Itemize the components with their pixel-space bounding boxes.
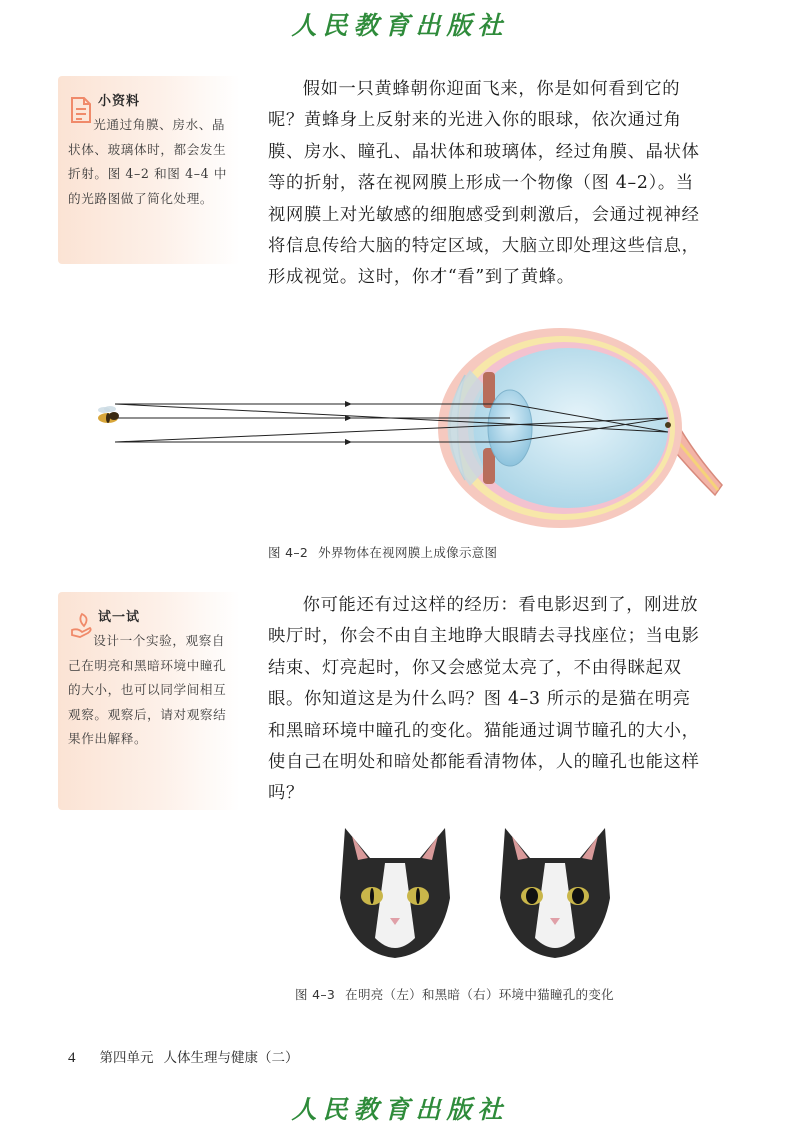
publisher-mark-top: 人民教育出版社 bbox=[291, 11, 509, 40]
sidebar-note-try bbox=[58, 592, 240, 810]
lens bbox=[488, 390, 532, 466]
sidebar-note-title: 小资料 bbox=[98, 94, 141, 109]
body-paragraph-wasp-vision: 假如一只黄蜂朝你迎面飞来，你是如何看到它的呢？黄蜂身上反射来的光进入你的眼球，依次通过角膜、房水、瞳孔、晶状体和玻璃体，经过角膜、晶状体等的折射，落在视网膜上形成一个物像（图 4–2）。当视网膜上对光敏感的细胞感受到刺激后，会通过视神经将信息传给大脑的特定区域，大脑立即处理这些信息，形成视觉。这时，你才“看”到了黄蜂。 bbox=[268, 79, 700, 288]
sidebar-note-text: 光通过角膜、房水、晶状体、玻璃体时，都会发生折射。图 4–2 和图 4–4 中的光路图做了简化处理。 bbox=[68, 117, 228, 206]
cat-dark bbox=[500, 828, 610, 958]
page-number: 4 bbox=[68, 1050, 76, 1066]
wasp-icon bbox=[98, 406, 119, 423]
pupil-wide bbox=[526, 888, 538, 904]
hand-leaf-icon bbox=[70, 612, 94, 638]
body-paragraph-pupil: 你可能还有过这样的经历：看电影迟到了，刚进放映厅时，你会不由自主地睁大眼睛去寻找座位；当电影结束、灯亮起时，你又会感觉太亮了，不由得眯起双眼。你知道这是为什么吗？图 4–3 所示的是猫在明亮和黑暗环境中瞳孔的变化。猫能通过调节瞳孔的大小，使自己在明处和暗处都能看清物体，人的瞳孔也能这样吗？ bbox=[268, 595, 700, 804]
figure-caption bbox=[295, 985, 614, 1003]
figure-number: 图 4–2 bbox=[268, 545, 309, 560]
cat-bright bbox=[340, 828, 450, 958]
document-icon bbox=[70, 96, 92, 124]
figure-caption-text: 在明亮（左）和黑暗（右）环境中猫瞳孔的变化 bbox=[345, 987, 614, 1002]
sidebar-note-info bbox=[58, 76, 240, 264]
eye-optics-diagram bbox=[90, 320, 730, 530]
figure-caption-text: 外界物体在视网膜上成像示意图 bbox=[318, 545, 498, 560]
unit-label: 第四单元 bbox=[99, 1050, 154, 1066]
cat-pupils-figure bbox=[330, 818, 630, 968]
retinal-image bbox=[665, 422, 671, 428]
publisher-mark-bottom: 人民教育出版社 bbox=[291, 1095, 509, 1124]
page-footer bbox=[68, 1046, 299, 1067]
sidebar-note-title: 试一试 bbox=[98, 610, 141, 625]
figure-caption bbox=[268, 543, 497, 561]
figure-number: 图 4–3 bbox=[295, 987, 336, 1002]
unit-title: 人体生理与健康（二） bbox=[163, 1050, 299, 1066]
pupil-narrow bbox=[370, 888, 374, 904]
sidebar-note-text: 设计一个实验，观察自己在明亮和黑暗环境中瞳孔的大小，也可以同学间相互观察。观察后，请对观察结果作出解释。 bbox=[68, 633, 227, 746]
